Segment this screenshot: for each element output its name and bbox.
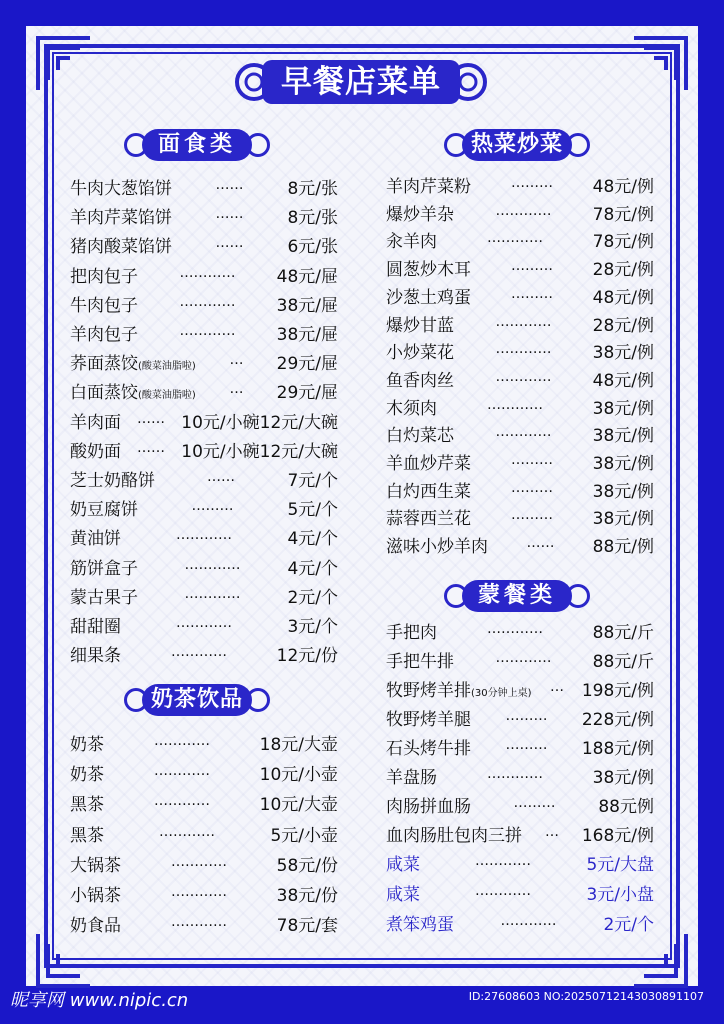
item-name: [386, 823, 522, 849]
item-price: 10元/小壶: [259, 765, 338, 785]
item-price: 48元/例: [592, 371, 654, 391]
item-name: [386, 479, 471, 505]
item-leader-dots: ………: [511, 286, 553, 302]
item-name: [70, 176, 172, 202]
item-name: [70, 293, 138, 319]
item-name-text: 黄油饼: [70, 529, 121, 549]
item-name-text: 石头烤牛排: [386, 739, 471, 759]
section-badge-noodles: [124, 127, 270, 163]
item-name-text: 奶茶: [70, 765, 104, 785]
item-name-text: 小锅茶: [70, 886, 121, 906]
item-price: 28元/例: [592, 260, 654, 280]
menu-item: [386, 451, 654, 477]
item-name: [70, 322, 138, 348]
item-name: [386, 285, 471, 311]
menu-item: [70, 205, 338, 231]
item-leader-dots: …: [545, 824, 559, 840]
item-name: [386, 794, 471, 820]
item-name-text: 爆炒羊杂: [386, 205, 454, 225]
item-price: 168元/例: [581, 826, 654, 846]
item-price: 38元/例: [592, 399, 654, 419]
menu-item: [386, 736, 654, 762]
item-name: [386, 174, 471, 200]
menu-title-banner: [232, 56, 490, 108]
watermark: 昵享网 www.nipic.cn: [10, 990, 189, 1011]
item-name: [70, 853, 121, 879]
item-name: [386, 506, 471, 532]
item-price: 38元/例: [592, 454, 654, 474]
item-price: 5元/个: [287, 500, 338, 520]
item-price: 48元/例: [592, 288, 654, 308]
item-name: [70, 762, 104, 788]
menu-item: [70, 732, 338, 758]
item-leader-dots: …………: [154, 793, 210, 809]
item-name: [70, 380, 196, 409]
item-name: [70, 614, 121, 640]
item-name-text: 羊肉芹菜馅饼: [70, 208, 172, 228]
item-name: [386, 649, 454, 675]
item-price: 88元/斤: [592, 652, 654, 672]
item-name: [70, 643, 121, 669]
item-price: 10元/大壶: [259, 795, 338, 815]
menu-item: [70, 762, 338, 788]
item-price: 2元/个: [603, 915, 654, 935]
item-name-text: 咸菜: [386, 885, 420, 905]
item-price: 38元/例: [592, 343, 654, 363]
item-leader-dots: ……: [215, 177, 244, 193]
item-name: [386, 912, 454, 938]
item-price: 5元/大盘: [586, 855, 654, 875]
item-leader-dots: …………: [176, 615, 232, 631]
item-name: [386, 340, 454, 366]
menu-item: [386, 912, 654, 938]
item-leader-dots: ……: [207, 469, 235, 485]
item-price: 38元/例: [592, 482, 654, 502]
item-leader-dots: …………: [487, 397, 543, 413]
item-name: [386, 368, 454, 394]
item-price: 88元/斤: [592, 623, 654, 643]
corner-ornament-icon: [630, 930, 690, 990]
item-leader-dots: ………: [505, 708, 548, 724]
item-price: 48元/例: [592, 177, 654, 197]
section-badge-mongol: [444, 578, 590, 614]
menu-item: [70, 823, 338, 849]
item-leader-dots: …………: [171, 644, 227, 660]
menu-item: [70, 792, 338, 818]
item-name: [386, 423, 454, 449]
item-name-text: 血肉肠肚包肉三拼: [386, 826, 522, 846]
item-name-text: 芝士奶酪饼: [70, 471, 155, 491]
item-name: [386, 451, 471, 477]
item-leader-dots: ………: [511, 258, 553, 274]
item-leader-dots: …………: [184, 586, 241, 602]
item-price: 6元/张: [287, 237, 338, 257]
menu-item: [70, 234, 338, 260]
item-price: 3元/小盘: [586, 885, 654, 905]
item-name: [70, 883, 121, 909]
item-leader-dots: …………: [487, 230, 543, 246]
menu-item: [70, 556, 338, 582]
menu-item: [386, 229, 654, 255]
item-leader-dots: ……: [137, 411, 165, 427]
item-name-text: 羊肉面: [70, 413, 121, 433]
item-price: 88元/例: [592, 537, 654, 557]
corner-ornament-icon: [34, 930, 94, 990]
item-price: 78元/套: [276, 916, 338, 936]
item-leader-dots: …………: [495, 341, 552, 357]
menu-item: [386, 506, 654, 532]
item-price: 48元/屉: [276, 267, 338, 287]
item-leader-dots: ……: [137, 440, 165, 456]
item-name: [386, 707, 471, 733]
item-name-text: 奶豆腐饼: [70, 500, 138, 520]
menu-item: [386, 620, 654, 646]
item-price: 29元/屉: [276, 383, 338, 403]
item-name: [386, 257, 471, 283]
item-price: 2元/个: [287, 588, 338, 608]
item-leader-dots: …………: [475, 883, 531, 899]
item-name-text: 木须肉: [386, 399, 437, 419]
menu-title: 早餐店菜单: [262, 60, 460, 104]
item-name-text: 小炒菜花: [386, 343, 454, 363]
item-leader-dots: …………: [184, 557, 241, 573]
item-leader-dots: …: [550, 679, 564, 695]
item-price: 78元/例: [592, 205, 654, 225]
menu-item: [70, 497, 338, 523]
item-leader-dots: …………: [500, 913, 557, 929]
item-name: [70, 351, 196, 380]
item-name-text: 煮笨鸡蛋: [386, 915, 454, 935]
item-price: 88元例: [598, 797, 654, 817]
item-price: 228元/例: [581, 710, 654, 730]
menu-item: [386, 257, 654, 283]
item-name-text: 把肉包子: [70, 267, 138, 287]
item-leader-dots: ………: [191, 498, 234, 514]
menu-item: [70, 853, 338, 879]
item-price: 38元/份: [276, 886, 338, 906]
item-leader-dots: …………: [154, 763, 210, 779]
item-leader-dots: …………: [179, 323, 236, 339]
item-name-text: 羊肉芹菜粉: [386, 177, 471, 197]
item-name-text: 沙葱土鸡蛋: [386, 288, 471, 308]
item-price: 38元/屉: [276, 296, 338, 316]
item-leader-dots: ……: [526, 535, 555, 551]
item-name: [70, 823, 104, 849]
item-name-text: 猪肉酸菜馅饼: [70, 237, 172, 257]
menu-item: [386, 649, 654, 675]
item-price: 10元/小碗12元/大碗: [181, 413, 338, 433]
item-price: 188元/例: [581, 739, 654, 759]
item-name: [386, 620, 437, 646]
item-name-text: 牛肉大葱馅饼: [70, 179, 172, 199]
item-leader-dots: …………: [495, 424, 552, 440]
item-name-text: 黑茶: [70, 795, 104, 815]
item-leader-dots: …………: [154, 733, 210, 749]
item-price: 38元/例: [592, 509, 654, 529]
menu-item: [70, 322, 338, 348]
item-name-text: 奶茶: [70, 735, 104, 755]
corner-ornament-icon: [630, 34, 690, 94]
section-title: 热菜炒菜: [462, 129, 572, 161]
menu-item: [70, 883, 338, 909]
item-name-text: 手把肉: [386, 623, 437, 643]
item-name-text: 鱼香肉丝: [386, 371, 454, 391]
menu-item: [70, 913, 338, 939]
menu-item: [70, 468, 338, 494]
menu-item: [386, 765, 654, 791]
item-leader-dots: …………: [495, 650, 552, 666]
menu-item: [386, 882, 654, 908]
menu-item: [70, 643, 338, 669]
menu-item: [70, 526, 338, 552]
item-name-text: 圆葱炒木耳: [386, 260, 471, 280]
item-price: 78元/例: [592, 232, 654, 252]
menu-item: [386, 678, 654, 704]
item-name: [70, 468, 155, 494]
section-title: 蒙餐类: [462, 580, 572, 612]
section-title: 面食类: [142, 129, 252, 161]
item-leader-dots: …………: [495, 203, 552, 219]
item-name-text: 羊盘肠: [386, 768, 437, 788]
menu-item: [386, 285, 654, 311]
item-leader-dots: ………: [511, 480, 553, 496]
item-name-text: 甜甜圈: [70, 617, 121, 637]
item-price: 4元/个: [287, 559, 338, 579]
item-name-text: 筋饼盒子: [70, 559, 138, 579]
menu-item: [70, 380, 338, 406]
item-name: [386, 736, 471, 762]
item-name: [386, 534, 488, 560]
item-price: 38元/例: [592, 768, 654, 788]
item-leader-dots: …………: [495, 369, 552, 385]
item-name: [70, 234, 172, 260]
item-name-text: 白灼菜芯: [386, 426, 454, 446]
item-name: [386, 765, 437, 791]
menu-item: [70, 410, 338, 436]
item-price: 12元/份: [276, 646, 338, 666]
item-name-text: 荞面蒸饺: [70, 354, 138, 374]
menu-item: [386, 823, 654, 849]
item-leader-dots: …………: [179, 265, 236, 281]
item-leader-dots: …………: [171, 854, 227, 870]
menu-item: [70, 351, 338, 377]
item-price: 18元/大壶: [259, 735, 338, 755]
section-badge-tea: [124, 682, 270, 718]
item-name: [70, 526, 121, 552]
item-name-text: 爆炒甘蓝: [386, 316, 454, 336]
item-name-text: 滋味小炒羊肉: [386, 537, 488, 557]
item-leader-dots: …………: [487, 621, 543, 637]
menu-item: [70, 264, 338, 290]
section-title: 奶茶饮品: [142, 684, 252, 716]
item-name-text: 大锅茶: [70, 856, 121, 876]
item-name: [70, 556, 138, 582]
menu-item: [386, 534, 654, 560]
item-name: [386, 852, 420, 878]
item-leader-dots: …………: [475, 853, 531, 869]
item-name-text: 酸奶面: [70, 442, 121, 462]
item-name: [70, 264, 138, 290]
item-name: [70, 439, 121, 465]
menu-item: [386, 368, 654, 394]
item-name-text: 牧野烤羊腿: [386, 710, 471, 730]
corner-ornament-icon: [34, 34, 94, 94]
item-leader-dots: …………: [176, 527, 232, 543]
item-price: 3元/个: [287, 617, 338, 637]
item-name-text: 咸菜: [386, 855, 420, 875]
item-price: 58元/份: [276, 856, 338, 876]
item-leader-dots: ………: [505, 737, 548, 753]
menu-item: [386, 852, 654, 878]
item-price: 4元/个: [287, 529, 338, 549]
item-leader-dots: ………: [511, 175, 553, 191]
item-price: 5元/小壶: [270, 826, 338, 846]
item-name-text: 手把牛排: [386, 652, 454, 672]
item-price: 38元/例: [592, 426, 654, 446]
item-name-text: 汆羊肉: [386, 232, 437, 252]
item-name-text: 羊血炒芹菜: [386, 454, 471, 474]
menu-item: [70, 614, 338, 640]
section-badge-hot: [444, 127, 590, 163]
menu-item: [386, 174, 654, 200]
item-price: 10元/小碗12元/大碗: [181, 442, 338, 462]
menu-item: [386, 340, 654, 366]
menu-item: [70, 585, 338, 611]
item-name-text: 蒜蓉西兰花: [386, 509, 471, 529]
menu-item: [70, 293, 338, 319]
item-name: [386, 396, 437, 422]
item-leader-dots: ………: [511, 452, 553, 468]
item-price: 198元/例: [581, 681, 654, 701]
item-name: [70, 913, 121, 939]
item-leader-dots: …………: [159, 824, 215, 840]
item-name-text: 细果条: [70, 646, 121, 666]
menu-item: [70, 176, 338, 202]
item-name-text: 蒙古果子: [70, 588, 138, 608]
item-name: [70, 732, 104, 758]
item-name-text: 牧野烤羊排: [386, 681, 471, 701]
menu-item: [386, 423, 654, 449]
menu-item: [70, 439, 338, 465]
item-leader-dots: …………: [171, 914, 227, 930]
item-leader-dots: …………: [495, 314, 552, 330]
menu-item: [386, 707, 654, 733]
item-name: [70, 497, 138, 523]
item-name-text: 肉肠拼血肠: [386, 797, 471, 817]
item-name: [386, 882, 420, 908]
item-leader-dots: …………: [487, 766, 543, 782]
item-leader-dots: ………: [511, 507, 553, 523]
item-name-text: 黑茶: [70, 826, 104, 846]
item-leader-dots: ………: [513, 795, 556, 811]
item-name-text: 奶食品: [70, 916, 121, 936]
image-id: ID:27608603 NO:20250712143030891107: [468, 990, 704, 1003]
item-name-text: 牛肉包子: [70, 296, 138, 316]
item-note: (酸菜油脂啦): [138, 361, 196, 372]
item-note: (酸菜油脂啦): [138, 390, 196, 401]
item-price: 7元/个: [287, 471, 338, 491]
item-leader-dots: …………: [171, 884, 227, 900]
item-leader-dots: ……: [215, 235, 244, 251]
item-leader-dots: …………: [179, 294, 236, 310]
item-leader-dots: …: [229, 352, 244, 368]
menu-item: [386, 794, 654, 820]
item-name: [70, 205, 172, 231]
item-name: [386, 229, 437, 255]
item-name: [386, 313, 454, 339]
item-note: (30分钟上桌): [471, 688, 532, 699]
item-leader-dots: ……: [215, 206, 244, 222]
item-leader-dots: …: [229, 381, 244, 397]
item-name: [70, 792, 104, 818]
item-price: 8元/张: [287, 179, 338, 199]
item-price: 38元/屉: [276, 325, 338, 345]
item-price: 29元/屉: [276, 354, 338, 374]
item-price: 28元/例: [592, 316, 654, 336]
item-name: [70, 585, 138, 611]
item-name-text: 白灼西生菜: [386, 482, 471, 502]
item-name-text: 白面蒸饺: [70, 383, 138, 403]
item-price: 8元/张: [287, 208, 338, 228]
item-name-text: 羊肉包子: [70, 325, 138, 345]
item-name: [70, 410, 121, 436]
